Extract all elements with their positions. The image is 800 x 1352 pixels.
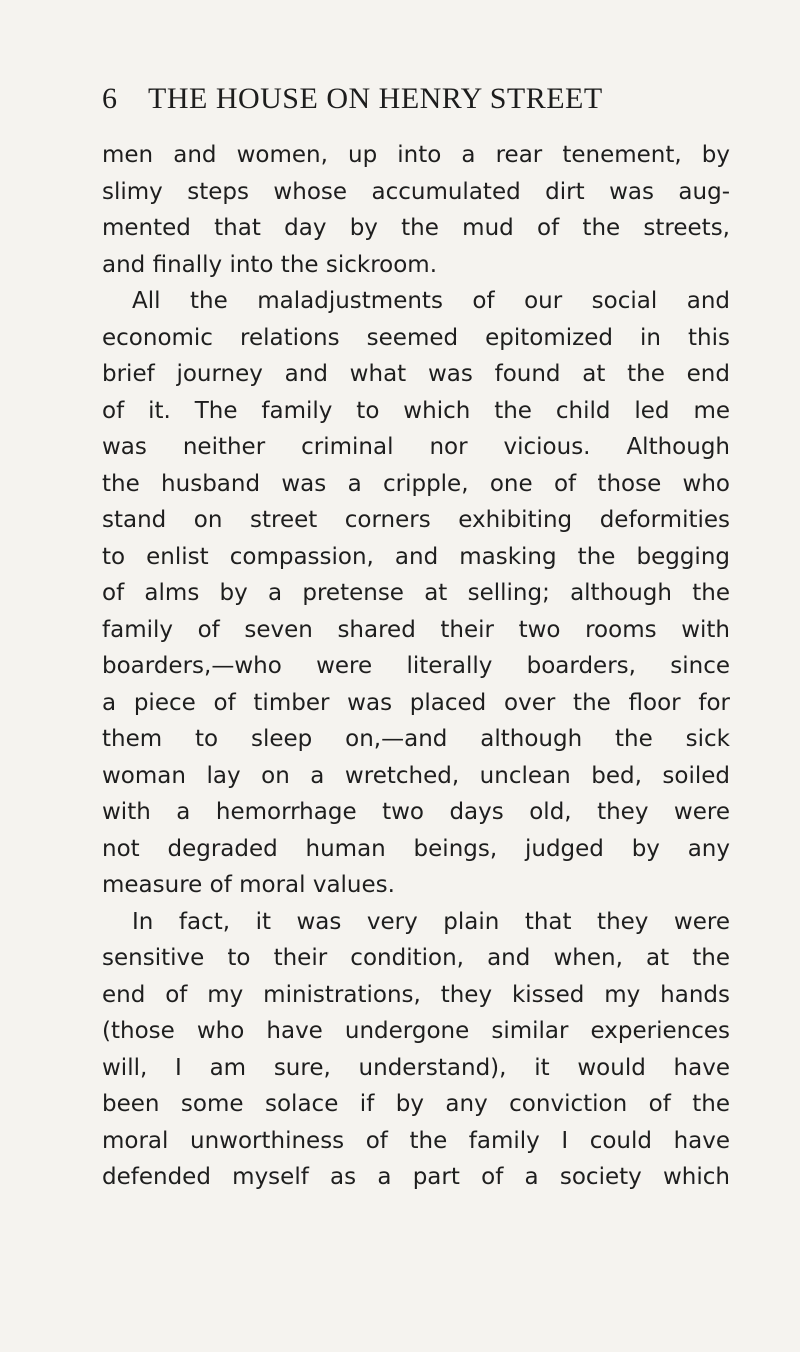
text-line: will, I am sure, understand), it would have	[102, 1054, 730, 1081]
text-line: end of my ministrations, they kissed my hands	[102, 981, 730, 1008]
text-line: of alms by a pretense at selling; although the	[102, 580, 730, 606]
text-line: the husband was a cripple, one of those who	[102, 470, 730, 497]
text-line: woman lay on a wretched, unclean bed, soiled	[102, 762, 730, 789]
text-line: mented that day by the mud of the streets,	[102, 215, 730, 241]
text-line: defended myself as a part of a society which	[102, 1164, 730, 1190]
text-line: been some solace if by any conviction of the	[102, 1091, 730, 1117]
text-line: moral unworthiness of the family I could have	[102, 1127, 730, 1154]
text-line: (those who have undergone similar experiences	[102, 1018, 730, 1044]
text-line: to enlist compassion, and masking the begging	[102, 543, 730, 570]
text-line: All the maladjustments of our social and	[132, 288, 730, 314]
text-line: men and women, up into a rear tenement, by	[102, 142, 730, 168]
running-title: THE HOUSE ON HENRY STREET	[148, 82, 603, 115]
text-line: brief journey and what was found at the end	[102, 361, 730, 387]
text-line: and finally into the sickroom.	[102, 251, 438, 278]
text-line: them to sleep on,—and although the sick	[102, 726, 730, 752]
page-number: 6	[102, 82, 118, 115]
text-line: In fact, it was very plain that they were	[132, 908, 730, 935]
text-line: boarders,—who were literally boarders, since	[102, 653, 730, 679]
running-header	[102, 82, 742, 126]
text-line: family of seven shared their two rooms with	[102, 616, 730, 643]
text-line: was neither criminal nor vicious. Although	[102, 434, 730, 460]
body-text	[102, 137, 730, 1196]
text-line: a piece of timber was placed over the floor for	[102, 689, 730, 716]
text-line: slimy steps whose accumulated dirt was aug-	[102, 178, 730, 205]
text-line: economic relations seemed epitomized in this	[102, 324, 730, 351]
text-line: not degraded human beings, judged by any	[102, 835, 730, 862]
text-line: of it. The family to which the child led me	[102, 397, 730, 424]
text-line: measure of moral values.	[102, 872, 395, 898]
text-line: stand on street corners exhibiting deformities	[102, 507, 730, 533]
text-line: with a hemorrhage two days old, they were	[102, 799, 730, 825]
text-line: sensitive to their condition, and when, at the	[102, 945, 730, 971]
